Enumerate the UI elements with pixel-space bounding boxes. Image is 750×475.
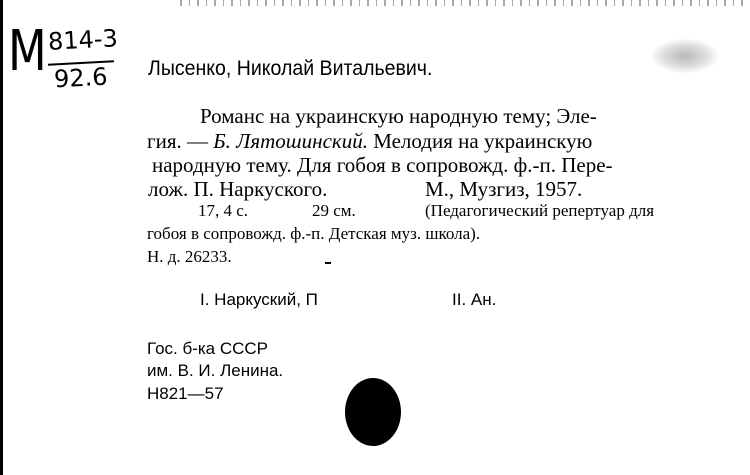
description-line-1: Романс на украинскую народную тему; Эле- [200, 104, 597, 128]
description-line-4b: М., Музгиз, 1957. [425, 177, 583, 201]
publisher-number: Н. д. 26233. [147, 247, 232, 266]
shelfmark-letter: М [8, 19, 47, 84]
library-line-3: Н821—57 [147, 384, 224, 403]
ink-blot [345, 378, 401, 446]
ink-mark [325, 262, 331, 264]
arranger-name: Б. Лятошинский. [213, 129, 368, 153]
shelfmark-top-number: 814-3 [47, 24, 119, 56]
library-line-2: им. В. И. Ленина. [147, 361, 284, 380]
series-line-1: (Педагогический репертуар для [425, 201, 655, 220]
description-line-4a: лож. П. Наркуского. [148, 177, 328, 201]
collation-pages: 17, 4 с. [198, 201, 249, 220]
description-line-2-end: Мелодия на украинскую [367, 129, 593, 153]
series-line-2: гобоя в сопровожд. ф.-п. Детская муз. школа). [147, 224, 481, 243]
scan-noise [180, 0, 750, 6]
ink-smudge [650, 38, 720, 74]
shelfmark [8, 19, 119, 102]
collation-size: 29 см. [312, 201, 356, 220]
library-line-1: Гос. б-ка СССР [147, 339, 269, 358]
description-line-2 [147, 131, 592, 152]
description-line-2-start: гия. — [147, 129, 214, 153]
tracing-first: I. Наркуский, П [200, 290, 318, 309]
author-heading: Лысенко, Николай Витальевич. [148, 57, 433, 80]
card-left-edge [0, 0, 3, 475]
shelfmark-bottom-number: 92.6 [53, 62, 109, 94]
tracing-second: II. Ан. [452, 290, 497, 309]
description-line-3: народную тему. Для гобоя в сопровожд. ф.-п. Пере- [152, 153, 613, 177]
